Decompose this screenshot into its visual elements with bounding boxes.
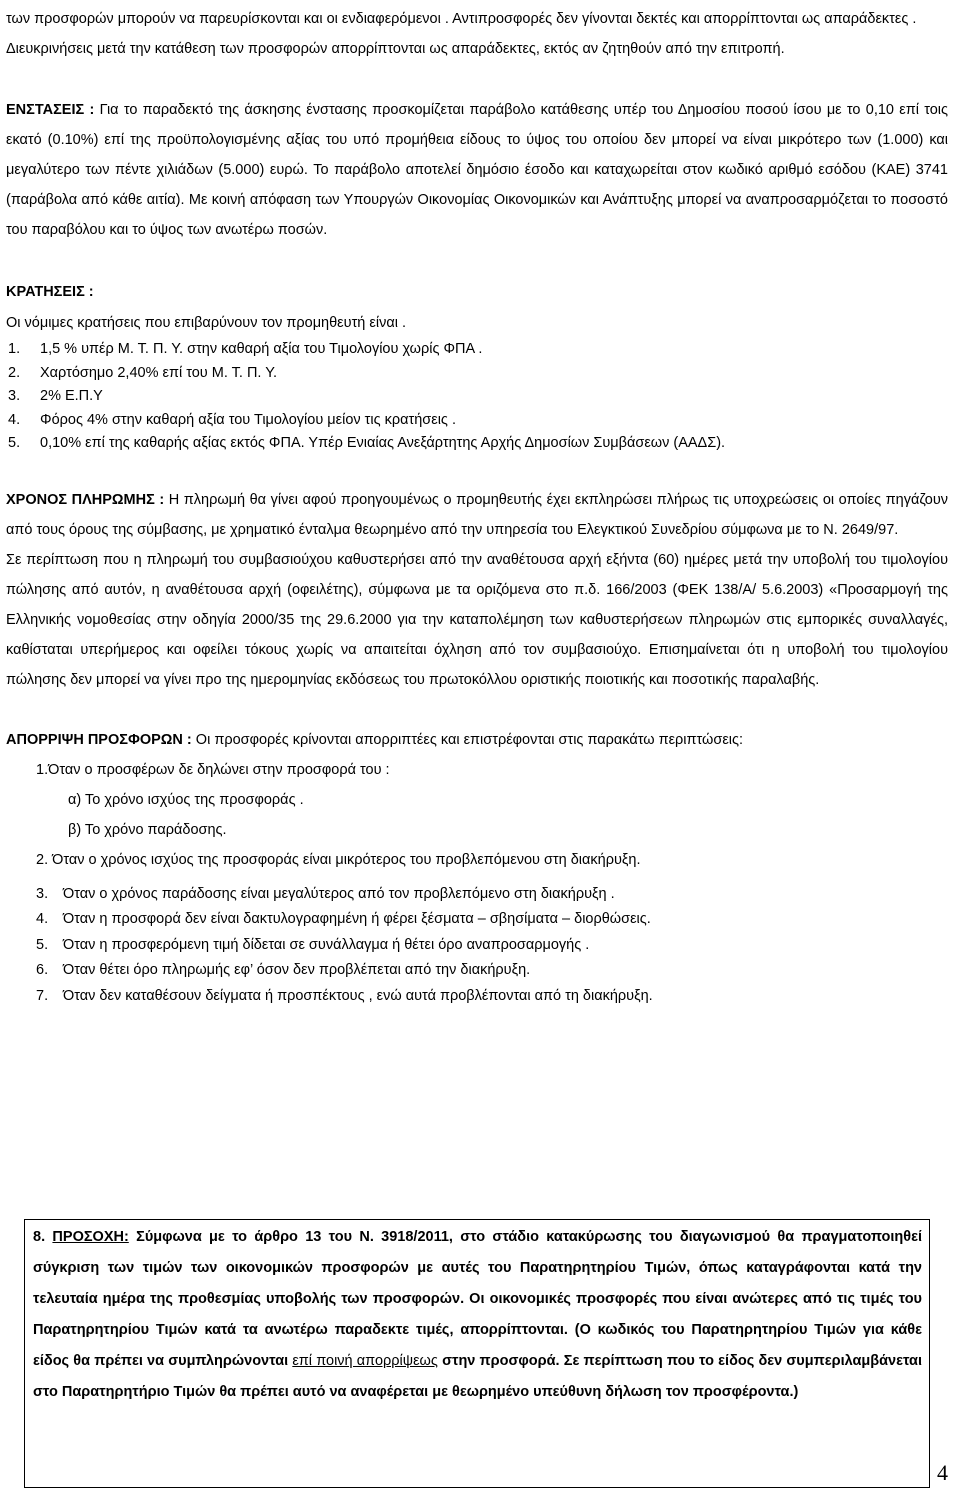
list-item-text: 2% Ε.Π.Υ (40, 388, 103, 404)
list-item-text: Φόρος 4% στην καθαρή αξία του Τιμολογίου μείον τις κρατήσεις . (40, 411, 456, 428)
list-item-number: 3. (36, 885, 49, 902)
list-item-number: 2. (8, 364, 21, 381)
rejection-list (6, 755, 948, 1010)
rejection-heading: ΑΠΟΡΡΙΨΗ ΠΡΟΣΦΟΡΩΝ : (6, 731, 192, 748)
list-item (6, 933, 948, 959)
list-item (6, 385, 948, 409)
list-item (6, 409, 948, 433)
list-item-number: 5. (36, 936, 49, 953)
list-item: 2. Όταν ο χρόνος ισχύος της προσφοράς είναι μικρότερος του προβλεπόμενου στη διακήρυξη. (36, 851, 641, 868)
list-item-number: 4. (8, 411, 21, 428)
objections-heading: ΕΝΣΤΑΣΕΙΣ : (6, 102, 95, 118)
payment-heading: ΧΡΟΝΟΣ ΠΛΗΡΩΜΗΣ : (6, 491, 165, 508)
list-item-number: 3. (8, 388, 21, 404)
list-item (6, 362, 948, 386)
payment-delay-paragraph: Σε περίπτωση που η πληρωμή του συμβασιούχου καθυστερήσει από την αναθέτουσα αρχή εξήντα (60) ημέρες μετά την υποβολή του τιμολογίου πώλησης από αυτόν, η αναθέτουσα αρχή (οφειλέτης), σύμφωνα με τα οριζόμενα στο π.δ. 166/2003 (ΦΕΚ 138/Α/ 5.6.2003) «Προσαρμογή της Ελληνικής νομοθεσίας στην οδηγία 2000/35 της 29.6.2000 για την καταπολέμηση των καθυστερήσεων πληρωμών στις εμπορικές συναλλαγές, καθίσταται υπερήμερος και οφείλει τόκους χωρίς να απαιτείται όχληση από τον συμβασιούχο. Επισημαίνεται ότι η υποβολή του τιμολογίου πώλησης δεν μπορεί να γίνει προ της ημερομηνίας εκδόσεως του πρωτοκόλλου οριστικής ποιοτικής και ποσοτικής παραλαβής. (6, 551, 948, 688)
list-item (6, 907, 948, 933)
list-item (6, 338, 948, 362)
rejection-section (6, 725, 948, 755)
payment-text-1: Η πληρωμή θα γίνει αφού προηγουμένως ο προμηθευτής έχει εκπληρώσει πλήρως τις υποχρεώσεις οι οποίες πηγάζουν από τους όρους της σύμβασης, με χρηματικό ένταλμα θεωρημένο από την υπηρεσία του Ελεγκτικού Συνεδρίου σύμφωνα με το Ν. 2649/97. (6, 491, 948, 538)
document-page (6, 0, 948, 1009)
list-item (6, 984, 948, 1010)
list-item (6, 432, 948, 456)
list-item-number: 7. (36, 987, 49, 1004)
intro-line-1: των προσφορών μπορούν να παρευρίσκονται και οι ενδιαφερόμενοι . Αντιπροσφορές δεν γίνονται δεκτές και απορρίπτονται ως απαράδεκτες . (6, 11, 917, 27)
notice-text-after: στην προσφορά. Σε περίπτωση που το είδος δεν συμπεριλαμβάνεται στο Παρατηρητήριο Τιμών θα πρέπει αυτό να αναφέρεται με θεωρημένο υπεύθυνη δήλωση τον προσφέροντα.) (33, 1353, 922, 1400)
list-item-text: Όταν θέτει όρο πληρωμής εφ’ όσον δεν προβλέπεται από την διακήρυξη. (63, 962, 531, 978)
list-item: α) Το χρόνο ισχύος της προσφοράς . (68, 791, 304, 808)
list-item-number: 4. (36, 911, 49, 927)
payment-section (6, 485, 948, 545)
list-item-number: 1. (8, 341, 21, 357)
notice-paragraph (33, 1222, 922, 1408)
list-item-text: 1,5 % υπέρ Μ. Τ. Π. Υ. στην καθαρή αξία του Τιμολογίου χωρίς ΦΠΑ . (40, 341, 483, 357)
notice-underlined-text: επί ποινή απορρίψεως (292, 1353, 438, 1369)
notice-label: ΠΡΟΣΟΧΗ: (52, 1229, 129, 1245)
list-item (6, 882, 948, 908)
list-item-text: Χαρτόσημο 2,40% επί του Μ. Τ. Π. Υ. (40, 364, 278, 381)
list-item-text: 0,10% επί της καθαρής αξίας εκτός ΦΠΑ. Υπέρ Ενιαίας Ανεξάρτητης Αρχής Δημοσίων Συμβάσεων (ΑΑΔΣ). (40, 435, 726, 451)
rejection-intro: Οι προσφορές κρίνονται απορριπτέες και επιστρέφονται στις παρακάτω περιπτώσεις: (195, 731, 744, 748)
page-number: 4 (937, 1460, 948, 1485)
objections-section (6, 95, 948, 245)
list-item (6, 958, 948, 984)
list-item-number: 6. (36, 962, 49, 978)
list-item-text: Όταν η προσφορά δεν είναι δακτυλογραφημένη ή φέρει ξέσματα – σβησίματα – διορθώσεις. (63, 911, 651, 927)
intro-paragraph (6, 4, 948, 64)
list-item-text: Όταν δεν καταθέσουν δείγματα ή προσπέκτους , ενώ αυτά προβλέπονται από τη διακήρυξη. (63, 987, 653, 1004)
notice-text-before: Σύμφωνα με το άρθρο 13 του Ν. 3918/2011, στο στάδιο κατακύρωσης του διαγωνισμού θα πραγματοποιηθεί σύγκριση των τιμών των οικονομικών προσφορών με αυτές του Παρατηρητηρίου Τιμών, όπως καταγράφονται κατά την τελευταία ημέρα της προθεσμίας υποβολής των προσφορών. Οι οικονομικές προσφορές που είναι ανώτερες από τις τιμές του Παρατηρητηρίου Τιμών κατά τα ανωτέρω παραδεκτε τιμές, απορρίπτονται. (Ο κωδικός του Παρατηρητηρίου Τιμών για κάθε είδος θα πρέπει να συμπληρώνονται (33, 1229, 923, 1369)
list-item-text: Όταν η προσφερόμενη τιμή δίδεται σε συνάλλαγμα ή θέτει όρο αναπροσαρμογής . (63, 936, 590, 953)
list-item: β) Το χρόνο παράδοσης. (68, 821, 227, 838)
deductions-heading: ΚΡΑΤΗΣΕΙΣ : (6, 284, 94, 300)
deductions-intro: Οι νόμιμες κρατήσεις που επιβαρύνουν τον προμηθευτή είναι . (6, 315, 406, 331)
list-item-number: 5. (8, 435, 21, 451)
intro-line-2: Διευκρινήσεις μετά την κατάθεση των προσφορών απορρίπτονται ως απαράδεκτες, εκτός αν ζητηθούν από την επιτροπή. (6, 41, 785, 57)
notice-number: 8. (33, 1229, 46, 1245)
deductions-list (6, 338, 948, 456)
list-item: 1.Όταν ο προσφέρων δε δηλώνει στην προσφορά του : (36, 761, 390, 778)
notice-box (24, 1219, 930, 1488)
list-item-text: Όταν ο χρόνος παράδοσης είναι μεγαλύτερος από τον προβλεπόμενο στη διακήρυξη . (63, 885, 615, 902)
objections-text: Για το παραδεκτό της άσκησης ένστασης προσκομίζεται παράβολο κατάθεσης υπέρ του Δημοσίου ποσού ίσου με το 0,10 επί τοις εκατό (0.10%) επί της προϋπολογισμένης αξίας του υπό προμήθεια είδους το ύψος του οποίου δεν μπορεί να είναι μικρότερο των (1.000) και μεγαλύτερο των πέντε χιλιάδων (5.000) ευρώ. Το παράβολο αποτελεί δημόσιο έσοδο και καταχωρείται στον κωδικό αριθμό εσόδου (ΚΑΕ) 3741 (παράβολα από κάθε αιτία). Με κοινή απόφαση των Υπουργών Οικονομίας Οικονομικών και Ανάπτυξης μπορεί να αναπροσαρμόζεται το ποσοστό του παραβόλου και το ύψος των ανωτέρω ποσών. (6, 102, 949, 238)
